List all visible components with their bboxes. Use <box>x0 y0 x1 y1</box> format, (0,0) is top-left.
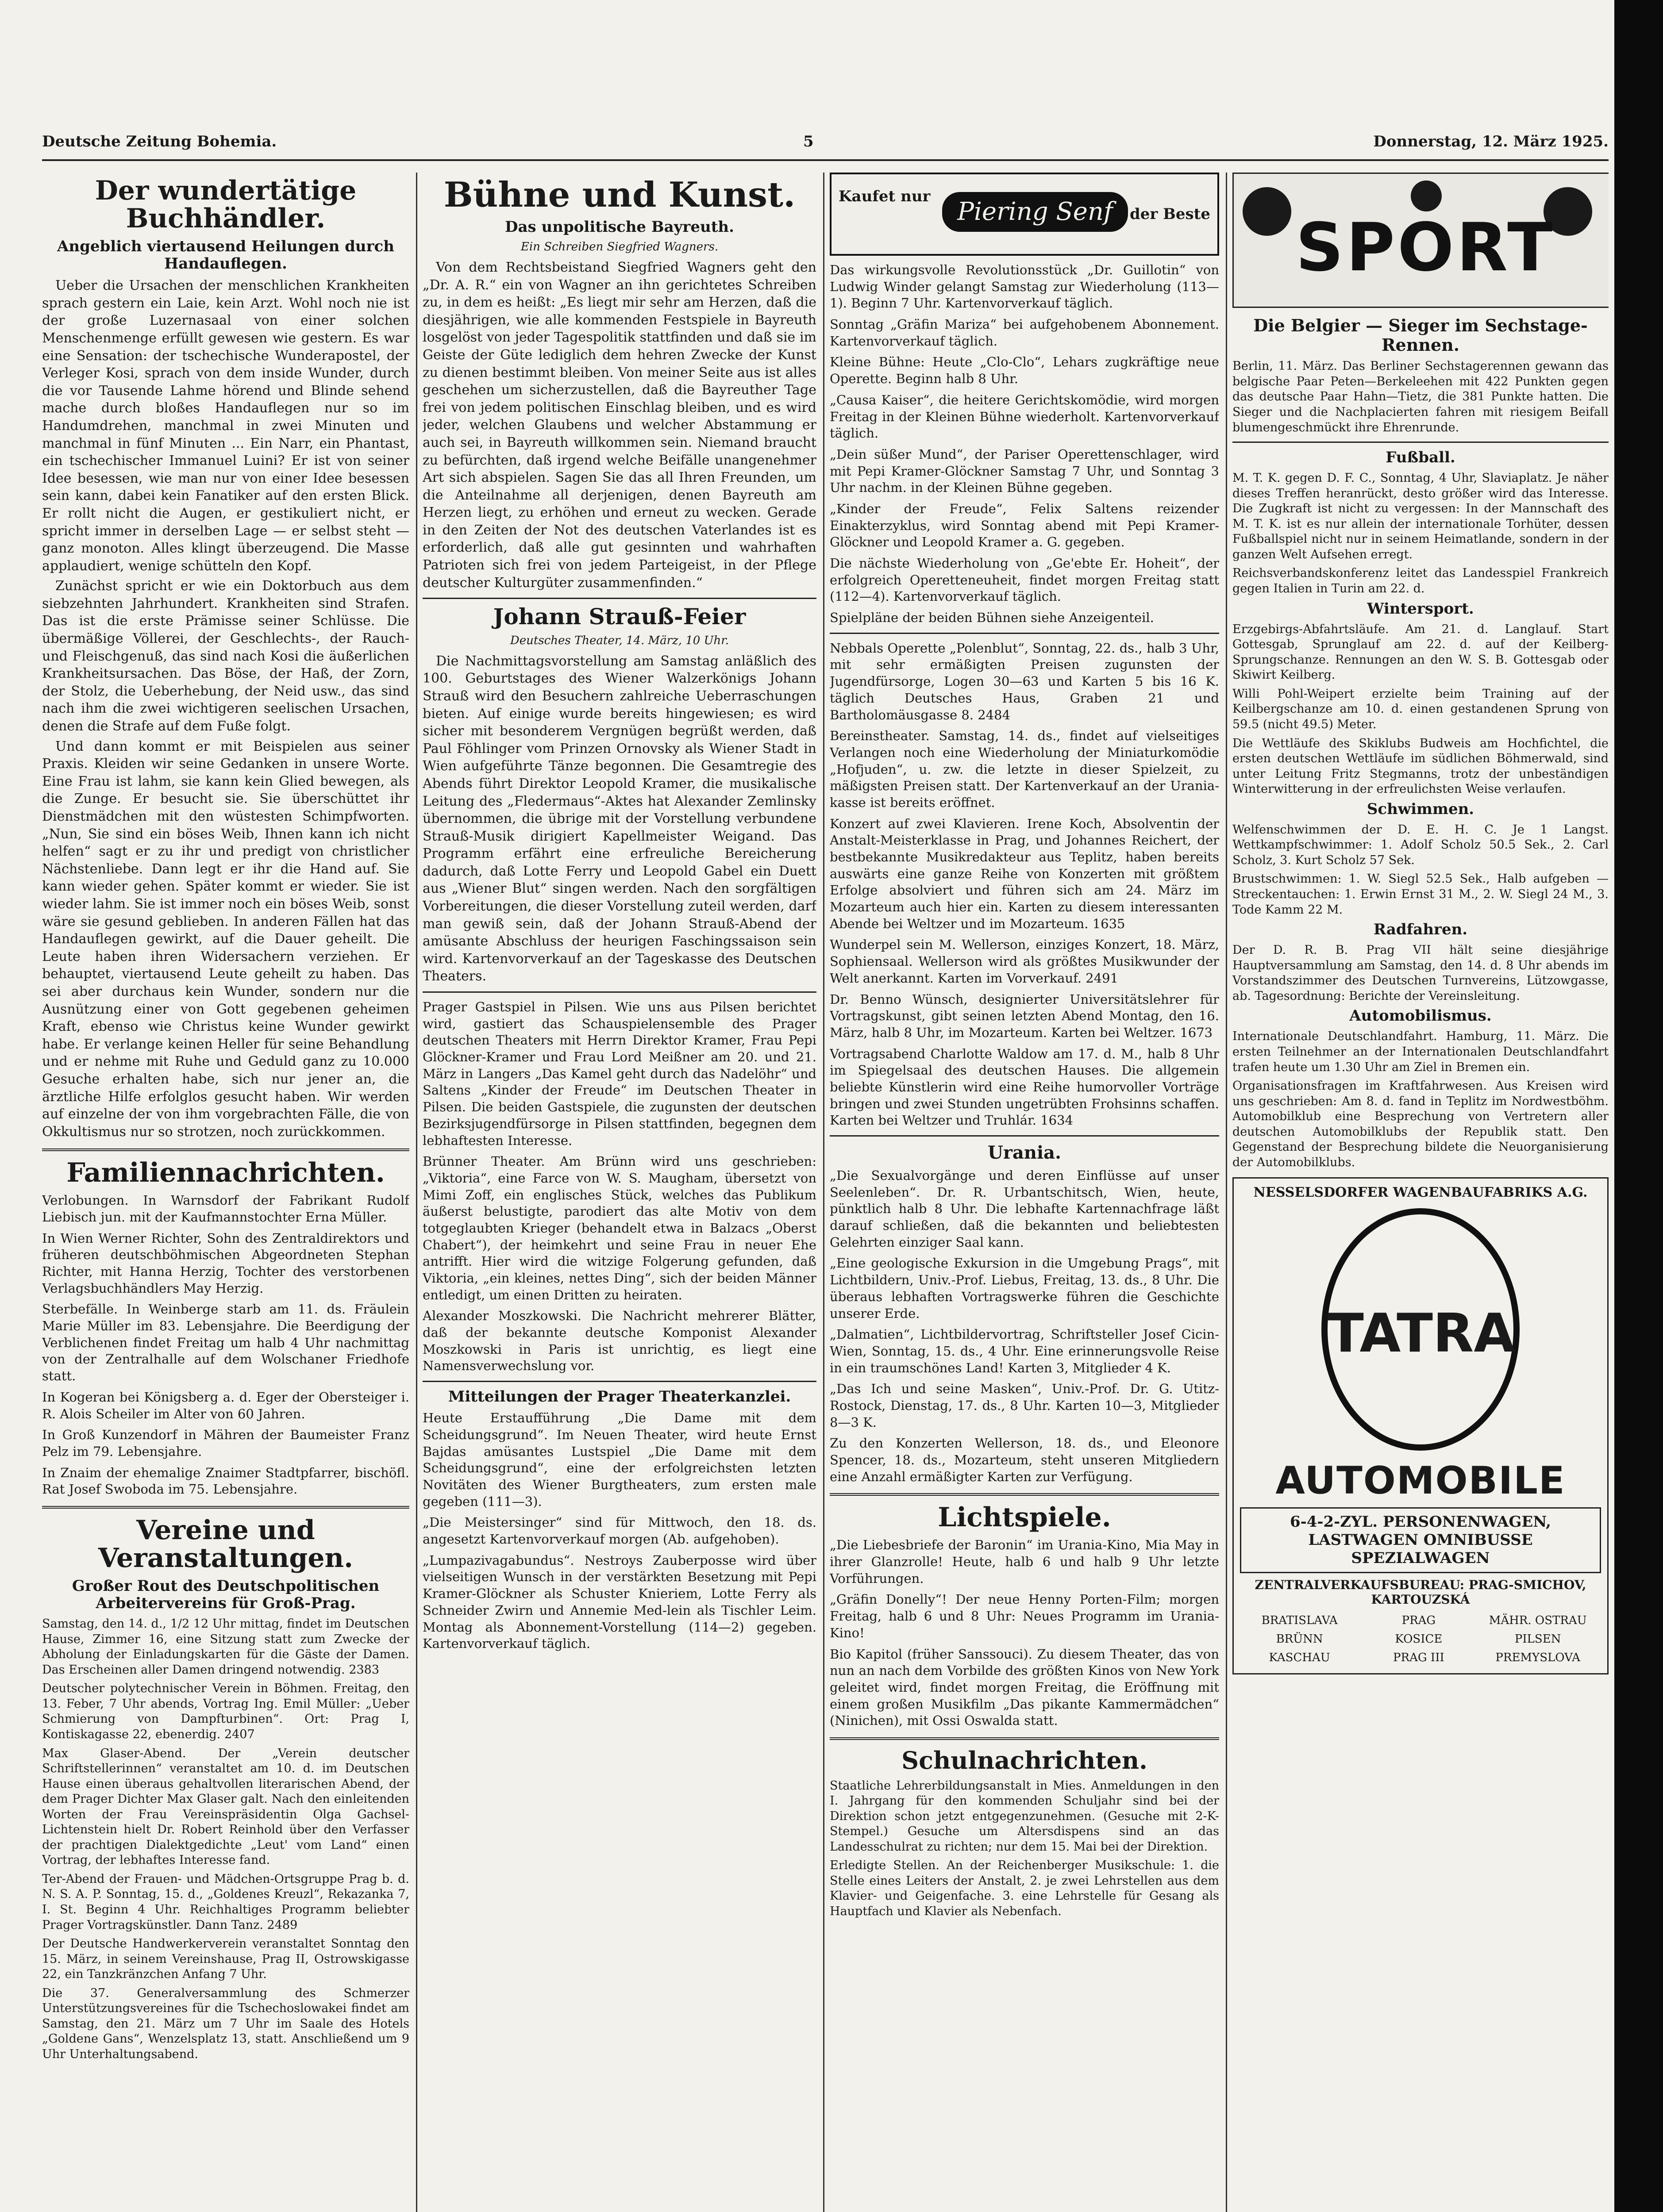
notice-item: Sterbefälle. In Weinberge starb am 11. ds. Fräulein Marie Müller im 83. Lebensjahre. Die Beerdigung der Verblichenen findet Freitag um halb 4 Uhr nachmittag von der Zentralhalle auf dem Wolschaner Friedhofe statt. <box>42 1302 409 1384</box>
ad-brand: Piering Senf <box>942 192 1128 232</box>
article-paragraph: Und dann kommt er mit Beispielen aus seiner Praxis. Kleiden wir seine Gedanken in unsere Worte. Eine Frau ist lahm, sie kann kein Glied bewegen, als die Zunge. Er besucht sie. Sie überschüttet ihr Dienstmädchen mit den wüstesten Schimpfworten. „Nun, Sie sind ein böses Weib, Ihnen kann ich nicht helfen“ sagt er zu ihr und predigt von christlicher Nächstenliebe. Dann legt er ihr die Hand auf. Sie kann wieder gehen. Später kommt er wieder. Sie ist wieder lahm. Sie ist immer noch ein böses Weib, sonst wäre sie gesund geblieben. In anderen Fällen hat das Handauflegen gewirkt, auf die Dauer geheilt. Die Leute haben ihren Widersachern verziehen. Er behauptet, viertausend Leute geheilt zu haben. Das sei aber durchaus kein Wunder, sondern nur die Ausnützung einer von Gott gegebenen geheimen Kraft, ebenso wie Christus keine Wunder gewirkt habe. Er verlange keinen Heller für seine Behandlung und er nehme mit Ruhe und Geduld ganz zu 10.000 Gesuche erhalten habe, sich nur jener an, die ärztliche Hilfe erfolglos gesucht haben. Wir werden auf einzelne der von ihm vorgebrachten Fälle, die von Okkultismus nur so strotzen, noch zurückkommen. <box>42 738 409 1140</box>
notice-item: Brustschwimmen: 1. W. Siegl 52.5 Sek., Halb aufgeben — Streckentauchen: 1. Erwin Ernst 31 M., 2. W. Siegl 24 M., 3. Tode Kamm 22 M. <box>1232 872 1609 917</box>
notice-item: Die nächste Wiederholung von „Ge'ebte Er. Hoheit“, der erfolgreich Operetteneuheit, findet morgen Freitag statt (112—4). Kartenvorverkauf täglich. <box>830 556 1219 604</box>
column-4 <box>1232 173 1609 2212</box>
notice-item: Zu den Konzerten Wellerson, 18. ds., und Eleonore Spencer, 18. ds., Mozarteum, steht unseren Mitgliedern eine Anzahl ermäßigter Karten zur Verfügung. <box>830 1436 1219 1484</box>
notice-item: Verlobungen. In Warnsdorf der Fabrikant Rudolf Liebisch jun. mit der Kaufmannstochter Erna Müller. <box>42 1193 409 1225</box>
section-subtitle: Mitteilungen der Prager Theaterkanzlei. <box>448 1388 791 1406</box>
ad-city: MÄHR. OSTRAU <box>1489 1613 1587 1627</box>
ad-city: KOSICE <box>1395 1632 1443 1646</box>
column-2 <box>423 173 816 2212</box>
notice-item: „Lumpazivagabundus“. Nestroys Zauberposse wird über vielseitigen Wunsch in der verstärkten Besetzung mit Pepi Kramer-Glöckner als Schuster Knieriem, Lotte Ferry als Schneider Zwirn und Annemie Med-lein als Tischler Leim. Montag als Abonnement-Vorstellung (114—2) gegeben. Kartenvorverkauf täglich. <box>423 1552 816 1651</box>
masthead: Deutsche Zeitung Bohemia. <box>42 133 277 150</box>
article-title: Das unpolitische Bayreuth. <box>505 218 734 236</box>
column-rule <box>416 173 417 2212</box>
divider <box>830 1493 1219 1496</box>
section-title: Lichtspiele. <box>938 1502 1111 1533</box>
notice-item: Organisationsfragen im Kraftfahrwesen. Aus Kreisen wird uns geschrieben: Am 8. d. fand in Teplitz im Nordwestböhm. Automobilklub eine Besprechung von Vertretern aller deutschen Automobilklubs der Republik statt. Den Gegenstand der Besprechung bildete die Neuorganisierung der Automobilklubs. <box>1232 1079 1609 1169</box>
notice-item: Der Deutsche Handwerkerverein veranstaltet Sonntag den 15. März, in seinem Vereinshause, Prag II, Ostrowskigasse 22, ein Tanzkränzchen Anfang 7 Uhr. <box>42 1937 409 1982</box>
notice-item: Prager Gastspiel in Pilsen. Wie uns aus Pilsen berichtet wird, gastiert das Schauspielensemble des Prager deutschen Theaters mit Herrn Direktor Kramer, Frau Pepi Glöckner-Kramer und Frau Lord Meißner am 20. und 21. März in Langers „Das Kamel geht durch das Nadelöhr“ und Saltens „Kinder der Freude“ im Deutschen Theater in Pilsen. Die beiden Gastspiele, die zugunsten der deutschen Bezirksjugendfürsorge in Pilsen stattfinden, begegnen dem lebhaftesten Interesse. <box>423 999 816 1148</box>
article-paragraph: Zunächst spricht er wie ein Doktorbuch aus dem siebzehnten Jahrhundert. Krankheiten sind Strafen. Das ist die erste Prämisse seiner Schlüsse. Die übermäßige Völlerei, der Geschlechts-, der Rauch- und Fleischgenuß, das sind nach Kosi die äußerlichen Krankheitsursachen. Das Böse, der Haß, der Zorn, der Stolz, die Ueberhebung, der Neid usw., das sind nach ihm die zwei wichtigeren seelischen Ursachen, denen die Strafe auf dem Fuße folgt. <box>42 578 409 734</box>
notice-item: Kleine Bühne: Heute „Clo-Clo“, Lehars zugkräftige neue Operette. Beginn halb 8 Uhr. <box>830 354 1219 387</box>
ad-city: PREMYSLOVA <box>1495 1651 1580 1664</box>
section-title: Fußball. <box>1386 449 1455 467</box>
notice-item: Alexander Moszkowski. Die Nachricht mehrerer Blätter, daß der bekannte deutsche Komponist Alexander Moszkowski in Paris ist unrichtig, es liegt eine Namensverwechslung vor. <box>423 1308 816 1374</box>
notice-item: Max Glaser-Abend. Der „Verein deutscher Schriftstellerinnen“ veranstaltet am 10. d. im Deutschen Hause einen überaus gehaltvollen literarischen Abend, der dem Prager Dichter Max Glaser galt. Nach den einleitenden Worten der Frau Vereinspräsidentin Olga Gachsel-Lichtenstein hielt Dr. Robert Reinhold über den Verfasser der prachtigen Dialektgedichte „Leut' vom Land“ einen Vortrag, der lebhaftes Interesse fand. <box>42 1746 409 1867</box>
ad-city: BRATISLAVA <box>1261 1613 1338 1627</box>
tatra-advertisement <box>1232 1177 1609 1674</box>
notice-item: „Die Liebesbriefe der Baronin“ im Urania-Kino, Mia May in ihrer Glanzrolle! Heute, halb 6 und halb 9 Uhr letzte Vorführungen. <box>830 1537 1219 1586</box>
notice-item: M. T. K. gegen D. F. C., Sonntag, 4 Uhr, Slaviaplatz. Je näher dieses Treffen heranrückt, desto größer wird das Interesse. Die Zugkraft ist nicht zu vergessen: In der Mannschaft des M. T. K. ist es nur allein der internationale Torhüter, dessen Fußballspiel nicht nur in seinem Heimatlande, sondern in der ganzen Welt Aufsehen erregt. <box>1232 471 1609 561</box>
article-paragraph: Berlin, 11. März. Das Berliner Sechstagerennen gewann das belgische Paar Peten—Berkeleehen mit 422 Punkten gegen das deutsche Paar Hahn—Tietz, die 381 Punkte hatten. Die Sieger und die Nachplacierten fahren mit riesigem Beifall blumengeschmückt ihre Ehrenrunde. <box>1232 359 1609 434</box>
section-title: Urania. <box>988 1142 1061 1163</box>
ad-city: PRAG III <box>1393 1651 1444 1664</box>
notice-item: „Die Meistersinger“ sind für Mittwoch, den 18. ds. angesetzt Kartenvorverkauf morgen (Ab. aufgehoben). <box>423 1515 816 1547</box>
tatra-logo <box>1321 1208 1520 1451</box>
notice-item: Internationale Deutschlandfahrt. Hamburg, 11. März. Die ersten Teilnehmer an der Internationalen Deutschlandfahrt trafen heute um 1.30 Uhr am Ziel in Bremen ein. <box>1232 1029 1609 1074</box>
section-title: Schulnachrichten. <box>901 1746 1147 1774</box>
notice-item: Erzgebirgs-Abfahrtsläufe. Am 21. d. Langlauf. Start Gottesgab, Sprunglauf am 22. d. auf der Keilberg-Sprungschanze. Rennungen an den W. S. B. Gottesgab oder Skiwirt Keilberg. <box>1232 622 1609 682</box>
section-title: Radfahren. <box>1373 921 1468 939</box>
mustard-advertisement <box>830 173 1219 256</box>
section-title: Familiennachrichten. <box>66 1157 385 1189</box>
notice-item: Deutscher polytechnischer Verein in Böhmen. Freitag, den 13. Feber, 7 Uhr abends, Vortrag Ing. Emil Müller: „Ueber Schmierung von Dampfturbinen“. Ort: Prag I, Kontiskagasse 22, ebenerdig. 2407 <box>42 1682 409 1741</box>
column-1 <box>42 173 409 2212</box>
notice-item: „Die Sexualvorgänge und deren Einflüsse auf unser Seelenleben“. Dr. R. Urbantschitsch, Wien, heute, pünktlich halb 8 Uhr. Die lebhafte Kartennachfrage läßt darauf schließen, daß die bekannten und beliebtesten Gelehrten einziger Saal kann. <box>830 1168 1219 1250</box>
sport-logo-text: SPORT <box>1296 209 1555 286</box>
divider <box>830 1737 1219 1740</box>
column-rule <box>823 173 824 2212</box>
column-3 <box>830 173 1219 2212</box>
notice-item: Vortragsabend Charlotte Waldow am 17. d. M., halb 8 Uhr im Spiegelsaal des deutschen Hauses. Die allgemein beliebte Künstlerin wird eine Reihe humorvoller Vorträge bringen und zwei Stunden ungetrübten Frohsinns schaffen. Karten bei Weltzer und Truhlár. 1634 <box>830 1046 1219 1128</box>
byline: Ein Schreiben Siegfried Wagners. <box>520 240 719 253</box>
article-subtitle: Deutsches Theater, 14. März, 10 Uhr. <box>510 634 729 647</box>
column-rule <box>1226 173 1227 2212</box>
notice-item: Samstag, den 14. d., 1/2 12 Uhr mittag, findet im Deutschen Hause, Zimmer 16, eine Sitzung statt zum Zwecke der Abholung der Einladungskarten für die Gäste der Damen. Das Erscheinen aller Damen dringend notwendig. 2383 <box>42 1617 409 1677</box>
notice-item: In Wien Werner Richter, Sohn des Zentraldirektors und früheren deutschböhmischen Abgeordneten Stephan Richter, mit Hanna Herzig, Tochter des verstorbenen Verlagsbuchhändlers May Herzig. <box>42 1230 409 1296</box>
ad-city-list <box>1240 1611 1601 1667</box>
notice-item: „Dein süßer Mund“, der Pariser Operettenschlager, wird mit Pepi Kramer-Glöckner Samstag 7 Uhr, und Sonntag 3 Uhr nachm. in der Kleinen Bühne gegeben. <box>830 446 1219 495</box>
ad-city: PRAG <box>1401 1613 1436 1627</box>
ad-city: BRÜNN <box>1276 1632 1323 1646</box>
notice-item: Wunderpel sein M. Wellerson, einziges Konzert, 18. März, Sophiensaal. Wellerson wird als größtes Musikwunder der Welt anerkannt. Karten im Vorverkauf. 2491 <box>830 937 1219 986</box>
divider <box>423 991 816 993</box>
notice-item: „Eine geologische Exkursion in die Umgebung Prags“, mit Lichtbildern, Univ.-Prof. Liebus, Freitag, 13. ds., 8 Uhr. Die überaus lebhaften Vortragswerke führen die Geschichte unserer Erde. <box>830 1256 1219 1321</box>
notice-item: Ter-Abend der Frauen- und Mädchen-Ortsgruppe Prag b. d. N. S. A. P. Sonntag, 15. d., „Goldenes Kreuzl“, Rekazanka 7, I. St. Beginn 4 Uhr. Reichhaltiges Programm beliebter Prager Vortragskünstler. Dann Tanz. 2489 <box>42 1872 409 1932</box>
ad-city: PILSEN <box>1514 1632 1561 1646</box>
notice-item: Welfenschwimmen der D. E. H. C. Je 1 Langst. Wettkampfschwimmer: 1. Adolf Scholz 50.5 Sek., 2. Carl Scholz, 3. Kurt Scholz 57 Sek. <box>1232 822 1609 867</box>
article-paragraph: Ueber die Ursachen der menschlichen Krankheiten sprach gestern ein Laie, kein Arzt. Wohl noch nie ist der große Luzernasaal von einer solchen Menschenmenge erfüllt gewesen wie gestern. Es war eine Sensation: der tschechische Wunderapostel, der Verleger Kosi, sprach von dem inside Wunder, durch die vor Tausende Lahme hörend und Blinde sehend mache durch bloßes Handauflegen nur so im Handumdrehen, manchmal in zwei Minuten und manchmal in fünf Minuten ... Ein Narr, ein Phantast, ein tschechischer Immanuel Luini? Er ist von seiner Idee besessen, wie man nur von einer Idee besessen sein kann, dabei kein Fanatiker auf den ersten Blick. Er rollt nicht die Augen, er gestikuliert nicht, er spricht immer in derselben Lage — er selbst steht — ganz monoton. Alles klingt überzeugend. Die Masse applaudiert, wenige schütteln den Kopf. <box>42 278 409 574</box>
ball-icon <box>1411 180 1442 211</box>
divider <box>42 1148 409 1151</box>
article-paragraph: Die Nachmittagsvorstellung am Samstag anläßlich des 100. Geburtstages des Wiener Walzerkönigs Johann Strauß wird den Besuchern zahlreiche Ueberraschungen bieten. Auf einige wurde bereits hingewiesen; es wird sicher mit besonderem Vergnügen begrüßt werden, daß Paul Föhlinger vom Prinzen Ornovsky als Wiener Stadt in Wien aufgeführte Tänze begonnen. Die Gesamtregie des Abends führt Direktor Leopold Kramer, die musikalische Leitung des „Fledermaus“-Aktes hat Alexander Zemlinsky übernommen, die übrige mit der Vorstellung verbundene Strauß-Musik dirigiert Kapellmeister Weigand. Das Programm erfährt eine erfreuliche Bereicherung dadurch, daß Lotte Ferry und Leopold Gabel ein Duett aus „Wiener Blut“ singen werden. Nach den sorgfältigen Vorbereitungen, die dieser Vorstellung zuteil werden, darf man gewiß sein, daß der Johann Strauß-Abend der amüsante Abschluss der heurigen Faschingssaison sein wird. Kartenvorverkauf an der Tageskasse des Deutschen Theaters. <box>423 653 816 984</box>
notice-item: Konzert auf zwei Klavieren. Irene Koch, Absolventin der Anstalt-Meisterklasse in Prag, und Johannes Reichert, der bestbekannte Musikredakteur aus Teplitz, haben bereits auswärts eine ganze Reihe von Konzerten mit größtem Erfolge absolviert und führen sich am 24. März im Mozarteum auch hier ein. Karten zu diesem interessanten Abende bei Weltzer und im Mozarteum. 1635 <box>830 816 1219 931</box>
notice-item: Brünner Theater. Am Brünn wird uns geschrieben: „Viktoria“, eine Farce von W. S. Maugham, übersetzt von Mimi Zoff, ein englisches Stück, welches das Publikum äußerst belustigte, parodiert das alte Motiv von dem totgeglaubten Krieger (behandelt etwa in Balzacs „Oberst Chabert“), der heimkehrt und seine Frau in neuer Ehe antrifft. Hier wird die witzige Folgerung gefunden, daß Viktoria, „ein kleines, nettes Ding“, sich der beiden Männer entledigt, um einen Dritten zu heiraten. <box>423 1154 816 1302</box>
notice-item: Bereinstheater. Samstag, 14. ds., findet auf vielseitiges Verlangen noch eine Wiederholung der Miniaturkomödie „Hofjuden“, u. zw. die letzte in dieser Spielzeit, zu mäßigsten Preisen statt. Der Kartenverkauf an der Urania-kasse ist bereits eröffnet. <box>830 728 1219 810</box>
article-title: Der wundertätige Buchhändler. <box>95 175 357 234</box>
date-line: Donnerstag, 12. März 1925. <box>1373 133 1609 150</box>
ad-city: KASCHAU <box>1269 1651 1330 1664</box>
notice-item: Die Wettläufe des Skiklubs Budweis am Hochfichtel, die ersten deutschen Wettläufe im südlichen Böhmerwald, sind unter Leitung Fritz Stegmanns, trotz der unbeständigen Winterwitterung in der erfreulichsten Weise verlaufen. <box>1232 736 1609 796</box>
ad-company: NESSELSDORFER WAGENBAUFABRIKS A.G. <box>1253 1185 1588 1201</box>
notice-item: Nebbals Operette „Polenblut“, Sonntag, 22. ds., halb 3 Uhr, mit sehr ermäßigten Preisen zugunsten der Jugendfürsorge, Logen 30—63 und Karten 5 bis 16 K. täglich Deutsches Haus, Graben 21 und Bartholomäusgasse 8. 2484 <box>830 640 1219 722</box>
section-title: Schwimmen. <box>1367 800 1474 818</box>
divider <box>830 1135 1219 1137</box>
section-title: Wintersport. <box>1367 599 1474 618</box>
athlete-figure-icon <box>1243 187 1291 236</box>
scan-edge <box>1614 0 1663 2212</box>
notice-item: „Dalmatien“, Lichtbildervortrag, Schriftsteller Josef Cicin-Wien, Sonntag, 15. ds., 4 Uhr. Eine erinnerungsvolle Reise in ein traumschönes Land! Karten 3, Mitglieder 4 K. <box>830 1327 1219 1375</box>
divider <box>423 1381 816 1382</box>
sport-banner <box>1232 173 1609 308</box>
section-subtitle: Großer Rout des Deutschpolitischen Arbeitervereins für Groß-Prag. <box>72 1577 380 1613</box>
divider <box>1232 442 1609 443</box>
notice-item: Spielpläne der beiden Bühnen siehe Anzeigenteil. <box>830 610 1154 626</box>
tatra-logo-text: TATRA <box>1328 1303 1515 1365</box>
notice-item: Dr. Benno Wünsch, designierter Universitätslehrer für Vortragskunst, gibt seinen letzten Abend Montag, den 16. März, halb 8 Uhr, im Mozarteum. Karten bei Weltzer. 1673 <box>830 991 1219 1040</box>
ad-text-right: der Beste <box>1129 205 1210 223</box>
divider <box>423 598 816 599</box>
ad-sales-office: ZENTRALVERKAUFSBUREAU: PRAG-SMICHOV, KARTOUZSKÁ <box>1255 1577 1586 1607</box>
notice-item: In Kogeran bei Königsberg a. d. Eger der Obersteiger i. R. Alois Scheiler im Alter von 60 Jahren. <box>42 1389 409 1421</box>
page-header <box>42 133 1609 161</box>
article-paragraph: Von dem Rechtsbeistand Siegfried Wagners geht den „Dr. A. R.“ ein von Wagner an ihn gerichtetes Schreiben zu, in dem es heißt: „Es liegt mir sehr am Herzen, daß die diesjährigen, wie alle kommenden Festspiele in Bayreuth losgelöst von jeder Tagespolitik stattfinden und daß sie im Geiste der Güte lediglich dem hehren Zwecke der Kunst zu dienen bestimmt bleiben. Von meiner Seite aus ist alles geschehen um sicherzustellen, daß die Bayreuther Tage frei von jedem politischen Einschlag bleiben, und es wird jeder, welchen Glaubens und welcher Abstammung er auch sei, in Bayreuth willkommen sein. Niemand braucht zu befürchten, daß irgend welche Beifälle unangenehmer Art sich abspielen. Sagen Sie das all Ihren Freunden, um die Anteilnahme all derjenigen, denen Bayreuth am Herzen liegt, zu erhöhen und erneut zu wecken. Gerade in den Zeiten der Not des deutschen Vaterlandes ist es erforderlich, daß alle gut gesinnten und wahrhaften Patrioten sich frei von jedem Parteigeist, in der Pflege deutscher Kulturgüter zusammenfinden.“ <box>423 259 816 591</box>
section-title: Vereine und Veranstaltungen. <box>98 1514 354 1574</box>
article-title: Die Belgier — Sieger im Sechstage-Rennen. <box>1253 315 1588 355</box>
notice-item: Reichsverbandskonferenz leitet das Landesspiel Frankreich gegen Italien in Turin am 22. d. <box>1232 566 1609 596</box>
notice-item: In Groß Kunzendorf in Mähren der Baumeister Franz Pelz im 79. Lebensjahre. <box>42 1427 409 1459</box>
notice-item: Die 37. Generalversammlung des Schmerzer Unterstützungsvereines für die Tschechoslowakei findet am Samstag, den 21. März um 7 Uhr im Saale des Hotels „Goldene Gans“, Wenzelsplatz 13, statt. Anschließend um 9 Uhr Unterhaltungsabend. <box>42 1986 409 2061</box>
notice-item: „Kinder der Freude“, Felix Saltens reizender Einakterzyklus, wird Sonntag abend mit Pepi Kramer-Glöckner und Leopold Kramer a. G. gegeben. <box>830 501 1219 550</box>
divider <box>830 633 1219 634</box>
notice-item: Bio Kapitol (früher Sanssouci). Zu diesem Theater, das von nun an nach dem Vorbilde des größten Kinos von New York geleitet wird, findet morgen Freitag, die Eröffnung mit einem großen Musikfilm „Das pikante Kammermädchen“ (Ninichen), mit Ossi Oswalda statt. <box>830 1646 1219 1728</box>
notice-item: Erledigte Stellen. An der Reichenberger Musikschule: 1. die Stelle eines Leiters der Anstalt, 2. je zwei Lehrstellen aus dem Klavier- und Geigenfache. 3. eine Lehrstelle für Gesang als Hauptfach und Klavier als Nebenfach. <box>830 1859 1219 1918</box>
section-title: Automobilismus. <box>1349 1007 1492 1025</box>
ad-product-box: 6-4-2-ZYL. PERSONENWAGEN, LASTWAGEN OMNIBUSSE SPEZIALWAGEN <box>1240 1507 1601 1573</box>
notice-item: „Gräfin Donelly“! Der neue Henny Porten-Film; morgen Freitag, halb 6 und 8 Uhr: Neues Programm im Urania-Kino! <box>830 1592 1219 1640</box>
notice-item: Heute Erstaufführung „Die Dame mit dem Scheidungsgrund“. Im Neuen Theater, wird heute Ernst Bajdas amüsantes Lustspiel „Die Dame mit dem Scheidungsgrund“, eine der erfolgreichsten letzten Novitäten des Wiener Burgtheaters, zum ersten male gegeben (111—3). <box>423 1410 816 1509</box>
ad-headline: AUTOMOBILE <box>1275 1459 1566 1503</box>
notice-item: Der D. R. B. Prag VII hält seine diesjährige Hauptversammlung am Samstag, den 14. d. 8 Uhr abends im Vorstandszimmer des Deutschen Turnvereins, Lützowgasse, ab. Tagesordnung: Berichte der Vereinsleitung. <box>1232 943 1609 1003</box>
notice-item: Das wirkungsvolle Revolutionsstück „Dr. Guillotin“ von Ludwig Winder gelangt Samstag zur Wiederholung (113—1). Beginn 7 Uhr. Kartenvorverkauf täglich. <box>830 262 1219 311</box>
article-subtitle: Angeblich viertausend Heilungen durch Handauflegen. <box>57 238 394 273</box>
section-title: Bühne und Kunst. <box>443 175 796 215</box>
newspaper-page <box>42 133 1609 2212</box>
divider <box>42 1506 409 1509</box>
notice-item: „Das Ich und seine Masken“, Univ.-Prof. Dr. G. Utitz-Rostock, Dienstag, 17. ds., 8 Uhr. Karten 10—3, Mitglieder 8—3 K. <box>830 1381 1219 1430</box>
notice-item: Sonntag „Gräfin Mariza“ bei aufgehobenem Abonnement. Kartenvorverkauf täglich. <box>830 317 1219 349</box>
notice-item: In Znaim der ehemalige Znaimer Stadtpfarrer, bischöfl. Rat Josef Swoboda im 75. Lebensjahre. <box>42 1465 409 1497</box>
notice-item: Willi Pohl-Weipert erzielte beim Training auf der Keilbergschanze am 10. d. einen gestandenen Sprung von 59.5 (nicht 49.5) Meter. <box>1232 687 1609 731</box>
notice-item: „Causa Kaiser“, die heitere Gerichtskomödie, wird morgen Freitag in der Kleinen Bühne wiederholt. Kartenvorverkauf täglich. <box>830 392 1219 441</box>
ad-text-left: Kaufet nur <box>839 188 931 205</box>
page-number: 5 <box>803 133 814 150</box>
notice-item: Staatliche Lehrerbildungsanstalt in Mies. Anmeldungen in den I. Jahrgang für den kommenden Schuljahr sind bei der Direktion schon jetzt entgegenzunehmen. (Gesuche mit 2-K-Stempel.) Gesuche um Altersdispens sind an das Landesschulrat zu richten; nur dem 15. Mai bei der Direktion. <box>830 1778 1219 1854</box>
article-title: Johann Strauß-Feier <box>493 603 746 630</box>
